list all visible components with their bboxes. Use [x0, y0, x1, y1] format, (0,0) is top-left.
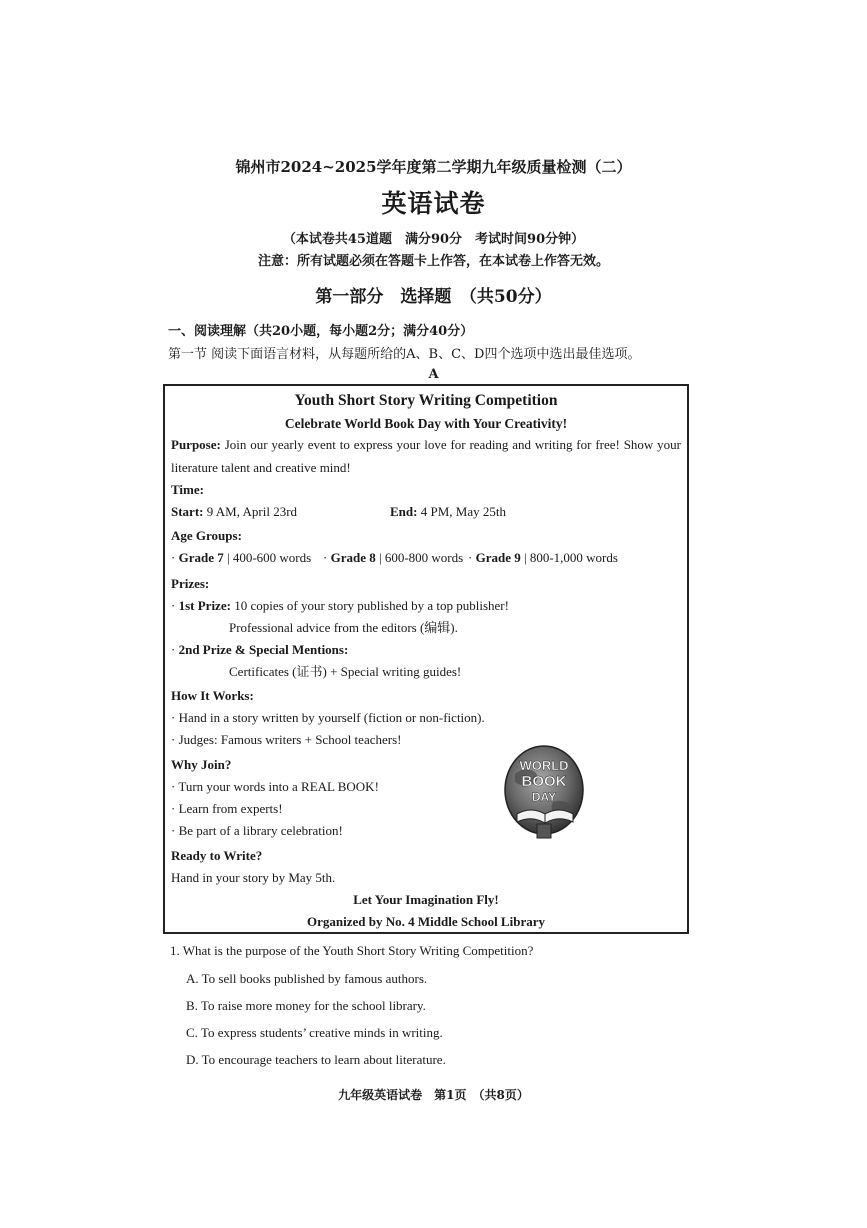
prizes-label: Prizes: — [171, 576, 210, 591]
section-heading: 一、阅读理解（共20小题，每小题2分；满分40分） — [168, 324, 474, 339]
age-group-9: · Grade 9 | 800-1,000 words — [468, 550, 618, 565]
first-prize: · 1st Prize: 10 copies of your story published by a top publisher! — [171, 598, 509, 613]
option-a[interactable]: A. To sell books published by famous authors. — [186, 971, 428, 986]
how-item: · Hand in a story written by yourself (fiction or non-fiction). — [171, 710, 485, 725]
option-d[interactable]: D. To encourage teachers to learn about literature. — [186, 1052, 446, 1067]
organizer: Organized by No. 4 Middle School Library — [307, 914, 545, 929]
end-time: End: 4 PM, May 25th — [390, 504, 506, 519]
page-title: 英语试卷 — [381, 189, 486, 218]
notice-title: Youth Short Story Writing Competition — [294, 392, 558, 409]
how-it-works-label: How It Works: — [171, 688, 254, 703]
second-prize-text: Certificates (证书) + Special writing guides! — [229, 664, 462, 679]
notice-box — [163, 384, 689, 934]
exam-line: 锦州市2024~2025学年度第二学期九年级质量检测（二） — [235, 158, 632, 176]
notice-subtitle: Celebrate World Book Day with Your Creativity! — [284, 416, 568, 431]
part-heading: 第一部分 选择题 （共50分） — [315, 287, 552, 307]
option-b[interactable]: B. To raise more money for the school library. — [186, 998, 426, 1013]
age-group-7: · Grade 7 | 400-600 words — [171, 550, 312, 565]
second-prize: · 2nd Prize & Special Mentions: — [171, 642, 349, 657]
logo-word: BOOK — [521, 773, 567, 790]
world-book-day-logo — [503, 744, 585, 846]
exam-info: （本试卷共45道题 满分90分 考试时间90分钟） — [282, 232, 585, 247]
page-footer: 九年级英语试卷 第1页 （共8页） — [338, 1088, 529, 1102]
time-label: Time: — [171, 482, 204, 497]
exam-notice: 注意：所有试题必须在答题卡上作答，在本试卷上作答无效。 — [257, 254, 609, 269]
ready-label: Ready to Write? — [171, 848, 263, 863]
why-item: · Turn your words into a REAL BOOK! — [171, 779, 379, 794]
passage-label: A — [428, 367, 439, 382]
logo-word: WORLD — [519, 758, 569, 773]
purpose-text: Join our yearly event to express your love for reading and writing for free! Show your literature talent and creative mind! — [171, 437, 681, 475]
why-join-label: Why Join? — [171, 757, 232, 772]
option-c[interactable]: C. To express students’ creative minds in writing. — [186, 1025, 443, 1040]
purpose-label: Purpose: — [171, 437, 221, 452]
age-group-8: · Grade 8 | 600-800 words — [323, 550, 464, 565]
ready-text: Hand in your story by May 5th. — [171, 870, 336, 885]
first-prize-extra: Professional advice from the editors (编辑). — [229, 620, 458, 635]
logo-word: DAY — [531, 790, 557, 804]
question-stem: 1. What is the purpose of the Youth Short Story Writing Competition? — [170, 943, 534, 958]
slogan: Let Your Imagination Fly! — [353, 892, 499, 907]
start-time: Start: 9 AM, April 23rd — [171, 504, 298, 519]
section-instruction: 第一节 阅读下面语言材料，从每题所给的A、B、C、D四个选项中选出最佳选项。 — [168, 347, 641, 362]
how-item: · Judges: Famous writers + School teachers! — [171, 732, 402, 747]
why-item: · Be part of a library celebration! — [171, 823, 343, 838]
age-groups-label: Age Groups: — [171, 528, 242, 543]
why-item: · Learn from experts! — [171, 801, 283, 816]
purpose-paragraph — [171, 434, 681, 479]
